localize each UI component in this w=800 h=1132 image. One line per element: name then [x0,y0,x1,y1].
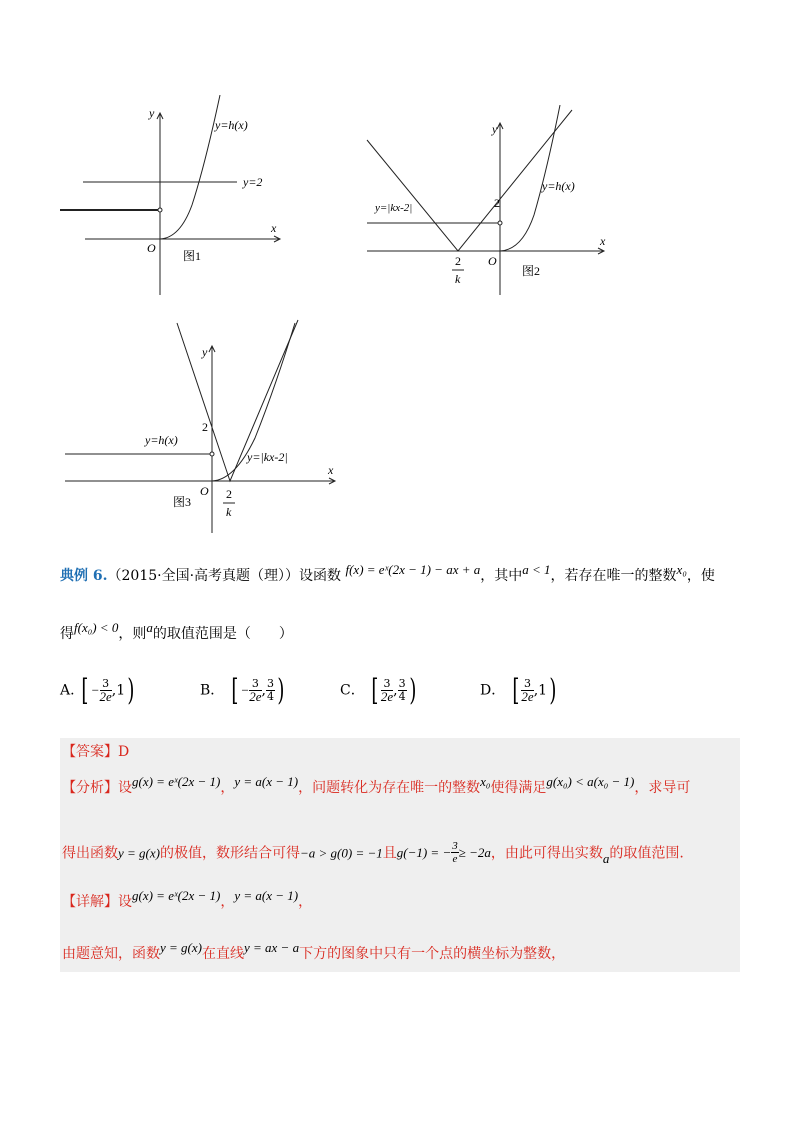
last-text-1: 由题意知，函数 [62,946,160,962]
question-source: （2015·全国·高考真题（理））设函数 [107,568,342,584]
y-definition: y = a(x − 1) [234,888,299,903]
y-axis-label: y [492,122,498,136]
frac-num: 2 [455,254,461,268]
frac-den: k [226,505,232,519]
fraction: $\frac{3}{2e}$ [521,677,534,704]
x0: x₀ [480,774,491,789]
y-g: y = g(x) [118,845,160,861]
fraction: $\frac{3}{2e}$ [99,677,112,704]
line2-prefix: 得 [60,626,74,642]
analysis-text-3: ，求导可 [634,780,691,796]
caption: 图2 [522,264,541,278]
text-2: ，若存在唯一的整数 [550,568,677,584]
abs-label: y=|kx-2| [375,202,413,214]
option-letter: C． [340,682,365,699]
fraction-1: $\frac{3}{2e}$ [249,677,262,704]
left-bracket: [ [371,672,379,708]
line2-text-3: 且 [382,845,397,862]
y-g: y = g(x) [160,940,202,955]
answer-line [62,742,129,762]
curve-h [160,95,220,239]
x0: x₀ [676,562,687,577]
fraction-1: $\frac{3}{2e}$ [380,677,394,704]
origin-label: O [488,254,497,268]
abs-label: y=|kx-2| [247,450,288,464]
option-b[interactable]: B． [ − $\frac{3}{2e}$ , $\frac{3}{4}$ ) [200,672,285,708]
inequality-3: g(−1) = − $\frac{3}{e}$ ≥ −2a [396,840,491,865]
line2-text-1: 得出函数 [62,845,118,862]
h-label: y=h(x) [542,179,575,193]
caption: 图1 [183,249,202,263]
fraction-2: $\frac{3}{4}$ [398,677,406,703]
two-label: 2 [202,420,208,434]
question-line-1 [60,562,715,586]
analysis-text-2: 使得满足 [490,780,547,796]
comma: ， [220,780,235,796]
text-1: ，其中 [480,568,523,584]
analysis-text-1: ，问题转化为存在唯一的整数 [298,780,481,796]
y-axis-label: y [202,345,208,359]
g-definition: g(x) = eˣ(2x − 1) [132,774,221,789]
origin-label: O [147,241,156,255]
option-letter: A. [60,682,75,699]
option-letter: B． [200,682,225,699]
analysis-line-1 [62,774,691,798]
option-a[interactable]: A. [ − $\frac{3}{2e}$ ,1) [60,672,135,708]
x-axis-label: x [271,221,277,235]
h-label: y=h(x) [145,433,178,447]
text-3: ，使 [686,568,715,584]
inequality: g(x₀) < a(x₀ − 1) [546,774,635,789]
right-bracket: ) [277,672,285,708]
figure-2 [362,105,612,300]
x-axis-label: x [600,234,606,248]
left-bracket: [ [231,672,239,708]
right-bracket: ) [549,672,557,708]
caption: 图3 [173,495,192,509]
frac-num: 2 [226,487,232,501]
g-definition: g(x) = eˣ(2x − 1) [132,888,221,903]
open-point [158,208,162,212]
x-axis-label: x [328,463,334,477]
line2-suffix: 的取值范围是（ ） [152,626,293,642]
open-point [210,452,214,456]
sign: − [90,682,100,698]
figure-3 [60,318,345,538]
inequality-2: −a > g(0) = −1 [299,845,383,861]
left-bracket: [ [81,672,89,708]
line-eq: y = ax − a [243,940,300,955]
detail-label: 【详解】设 [62,894,132,910]
question-label: 典例 6. [60,568,108,584]
y-axis-label: y [149,106,155,120]
analysis-label: 【分析】设 [62,780,132,796]
option-c[interactable]: C． [ $\frac{3}{2e}$ , $\frac{3}{4}$ ) [340,672,416,708]
condition: a < 1 [522,562,551,577]
question-line-2 [60,620,293,644]
y-definition: y = a(x − 1) [234,774,299,789]
line2-text-4: ，由此可得出实数 [490,845,603,862]
last-text-2: 在直线 [201,946,244,962]
right-bracket: ) [408,672,416,708]
answer-label: 【答案】D [62,744,130,760]
option-d[interactable]: D． [ $\frac{3}{2e}$ ,1) [480,672,557,708]
fraction-2: $\frac{3}{4}$ [266,677,274,703]
h-label: y=h(x) [215,118,248,132]
a-var: a [602,851,610,867]
last-text-3: 下方的图象中只有一个点的横坐标为整数， [299,946,566,962]
a-var: a [146,620,153,635]
curve-h [500,105,560,251]
function-def: f(x) = eˣ(2x − 1) − ax + a [345,562,481,577]
analysis-line-2 [62,842,684,867]
two-label: 2 [494,196,500,210]
sign: − [240,682,250,698]
figure-1 [55,95,295,305]
origin-label: O [200,484,209,498]
right-bracket: ) [127,672,135,708]
line2-mid: ，则 [118,626,147,642]
last-line [62,940,566,964]
open-point [498,221,502,225]
frac-den: k [455,272,461,286]
left-bracket: [ [512,672,520,708]
line2-text-2: 的极值，数形结合可得 [159,845,300,862]
line-label: y=2 [243,175,263,189]
option-letter: D． [480,682,506,699]
line2-text-5: 的取值范围. [609,845,684,862]
inequality: f(x₀) < 0 [74,620,119,635]
detail-line: 【详解】设g(x) = eˣ(2x − 1)，y = a(x − 1)， [62,888,313,910]
